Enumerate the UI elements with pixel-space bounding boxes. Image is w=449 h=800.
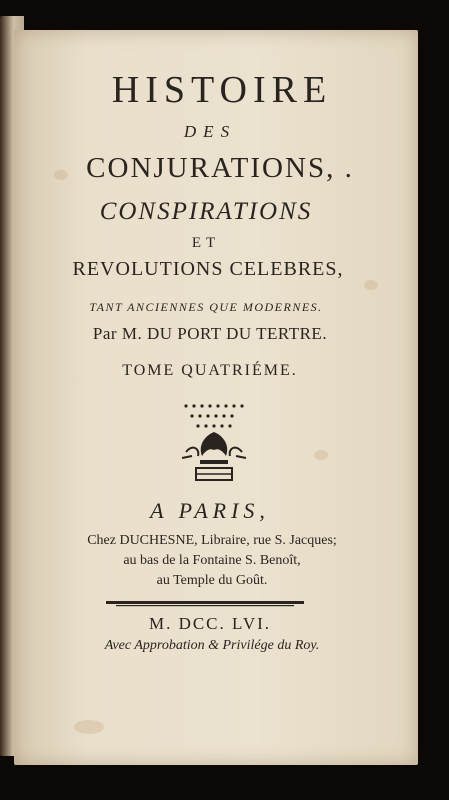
crown-and-lilies-vignette-icon (174, 400, 254, 488)
imprint-publisher-line3: au Temple du Goût. (156, 573, 268, 588)
imprint-publisher-line2: au bas de la Fontaine S. Benoît, (123, 553, 301, 568)
title-revolutions: REVOLUTIONS CELEBRES, (72, 258, 344, 280)
title-conjurations: CONJURATIONS, . (86, 152, 354, 184)
title-page (14, 30, 418, 765)
double-rule-divider (106, 600, 304, 608)
subtitle: TANT ANCIENNES QUE MODERNES. (89, 300, 323, 314)
foxing-spot (74, 720, 104, 734)
foxing-spot (364, 280, 378, 290)
title-des: DES (183, 122, 237, 141)
imprint-publisher-line1: Chez DUCHESNE, Libraire, rue S. Jacques; (87, 533, 337, 548)
title-et: ET (191, 235, 221, 251)
title-histoire: HISTOIRE (111, 69, 333, 111)
volume-line: TOME QUATRIÉME. (122, 362, 298, 379)
privilege-line: Avec Approbation & Privilége du Roy. (104, 638, 320, 653)
title-conspirations: CONSPIRATIONS (99, 198, 313, 225)
author-line: Par M. DU PORT DU TERTRE. (92, 324, 328, 343)
foxing-spot (314, 450, 328, 460)
imprint-city: A PARIS, (150, 498, 270, 523)
imprint-year: M. DCC. LVI. (148, 614, 272, 633)
